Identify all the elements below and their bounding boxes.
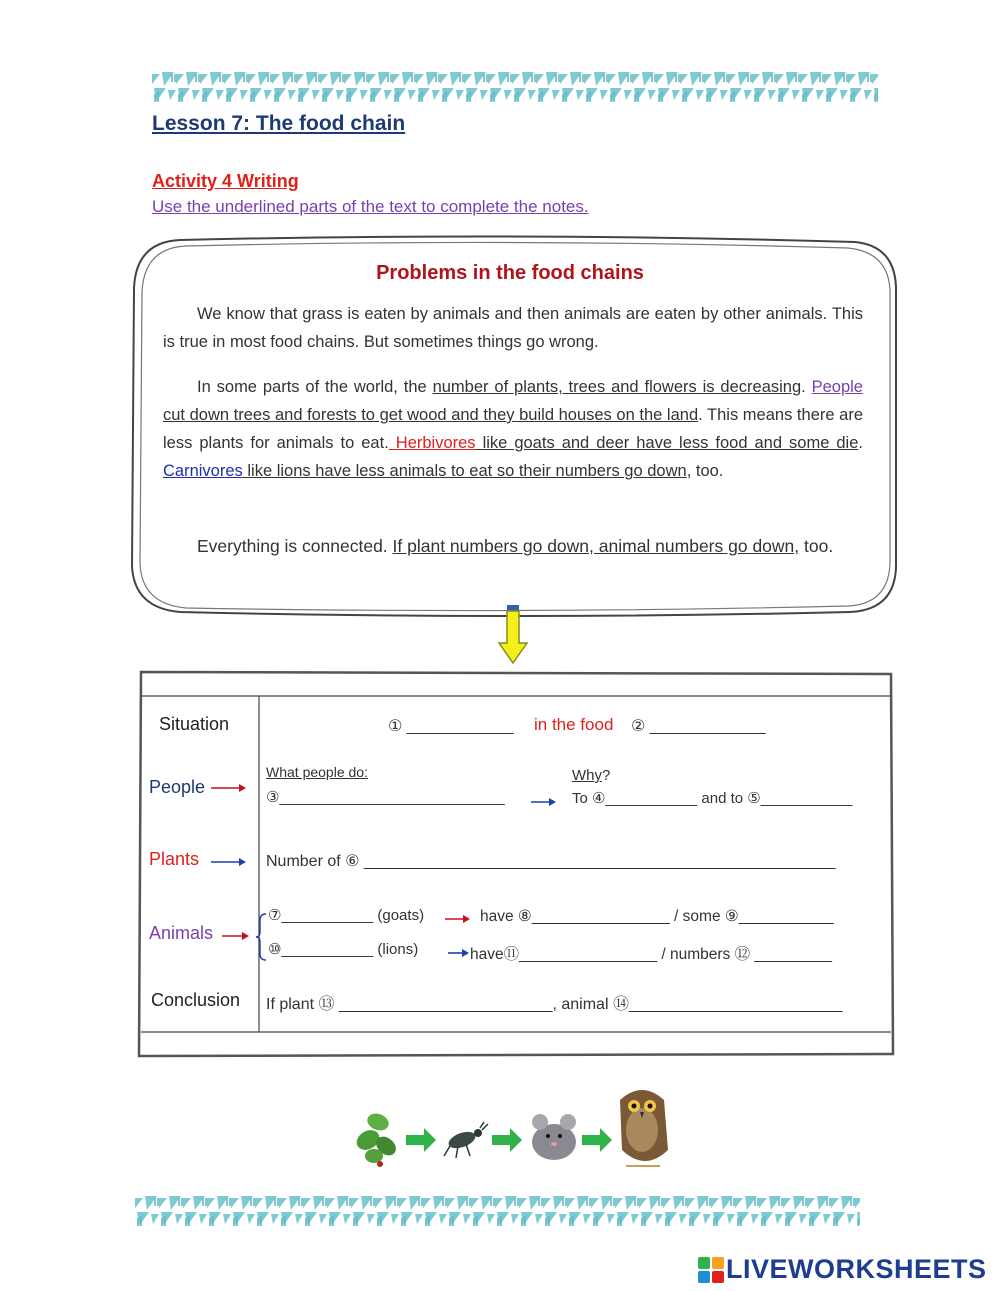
situation-blank-2[interactable]: ② _____________ xyxy=(631,718,766,735)
brace-icon xyxy=(256,912,268,962)
paragraph-text: . xyxy=(858,434,863,452)
animals-blank-10[interactable]: ⑩___________ (lions) xyxy=(268,941,419,958)
paragraph-text: Everything is connected. xyxy=(197,536,393,556)
situation-blank-1[interactable]: ① ____________ xyxy=(388,718,514,735)
highlight-carnivores: Carnivores xyxy=(163,462,243,480)
underlined-phrase: like goats and deer have less food and some die xyxy=(475,434,859,452)
mouse-icon xyxy=(532,1114,576,1160)
people-blank-3[interactable]: ③___________________________ xyxy=(266,789,505,806)
bottom-decorative-band xyxy=(135,1194,860,1228)
animals-blanks-8-9[interactable]: have ⑧________________ / some ⑨___________ xyxy=(480,908,834,925)
logo-mark-icon xyxy=(698,1257,724,1283)
why-label xyxy=(572,767,610,784)
logo-text: LIVEWORKSHEETS xyxy=(726,1254,987,1284)
down-arrow-icon xyxy=(497,603,529,665)
why-question-mark: ? xyxy=(602,767,611,784)
blue-arrow-icon xyxy=(448,947,470,959)
food-chain-illustration xyxy=(350,1080,690,1172)
reading-paragraph-1 xyxy=(163,300,863,356)
beetle-icon xyxy=(444,1122,488,1158)
owl-icon xyxy=(620,1090,668,1166)
paragraph-text: . This means there are less plants for animals to eat. xyxy=(163,406,863,452)
liveworksheets-logo xyxy=(698,1254,987,1285)
underlined-phrase: number of plants, trees and flowers is decreasing xyxy=(432,378,802,396)
situation-label: Situation xyxy=(159,714,230,734)
why-text: Why xyxy=(572,767,602,784)
paragraph-text: In some parts of the world, the xyxy=(197,378,433,396)
paragraph-text: too. xyxy=(799,536,834,556)
animals-label: Animals xyxy=(149,923,214,943)
blue-arrow-icon xyxy=(211,856,247,868)
red-arrow-icon xyxy=(211,782,247,794)
highlight-people: People xyxy=(811,378,863,396)
underlined-phrase: cut down trees and forests to get wood and they build houses on the land xyxy=(163,406,699,424)
conclusion-blanks[interactable]: If plant ⑬ ________________________, animal ⑭________________________ xyxy=(266,996,843,1013)
situation-middle-text: in the food xyxy=(534,715,614,734)
leaf-icon xyxy=(353,1111,399,1167)
reason-blanks[interactable]: To ④___________ and to ⑤___________ xyxy=(572,790,853,807)
reading-title: Problems in the food chains xyxy=(376,262,644,284)
what-people-do-label: What people do: xyxy=(266,764,368,780)
blue-arrow-icon xyxy=(531,796,557,808)
plants-label: Plants xyxy=(149,849,200,869)
reading-paragraph-3 xyxy=(163,532,863,560)
paragraph-text: , too. xyxy=(686,462,724,480)
activity-instruction: Use the underlined parts of the text to complete the notes. xyxy=(152,197,589,216)
paragraph-text: . xyxy=(801,378,812,396)
red-arrow-icon xyxy=(445,913,471,925)
underlined-phrase: If plant numbers go down, animal numbers go down, xyxy=(392,536,800,556)
reading-paragraph-2 xyxy=(163,373,863,485)
activity-title: Activity 4 Writing xyxy=(152,171,299,191)
highlight-herbivores: Herbivores xyxy=(388,434,476,452)
plants-blank-6[interactable]: Number of ⑥ _____________________________________________________ xyxy=(266,853,836,870)
green-arrow-icon xyxy=(406,1128,436,1152)
green-arrow-icon xyxy=(582,1128,612,1152)
animals-blanks-11-12[interactable]: have⑪________________ / numbers ⑫ _________ xyxy=(470,946,832,963)
animals-blank-7[interactable]: ⑦___________ (goats) xyxy=(268,907,425,924)
green-arrow-icon xyxy=(492,1128,522,1152)
top-decorative-band xyxy=(152,70,878,104)
paragraph-text: We know that grass is eaten by animals and then animals are eaten by other animals. This is true in most food chains. But sometimes things go wrong. xyxy=(163,305,863,351)
people-label: People xyxy=(149,777,206,797)
red-arrow-icon xyxy=(222,930,250,942)
underlined-phrase: like lions have less animals to eat so their numbers go down xyxy=(242,462,687,480)
lesson-title: Lesson 7: The food chain xyxy=(152,112,406,135)
conclusion-label: Conclusion xyxy=(151,990,241,1010)
